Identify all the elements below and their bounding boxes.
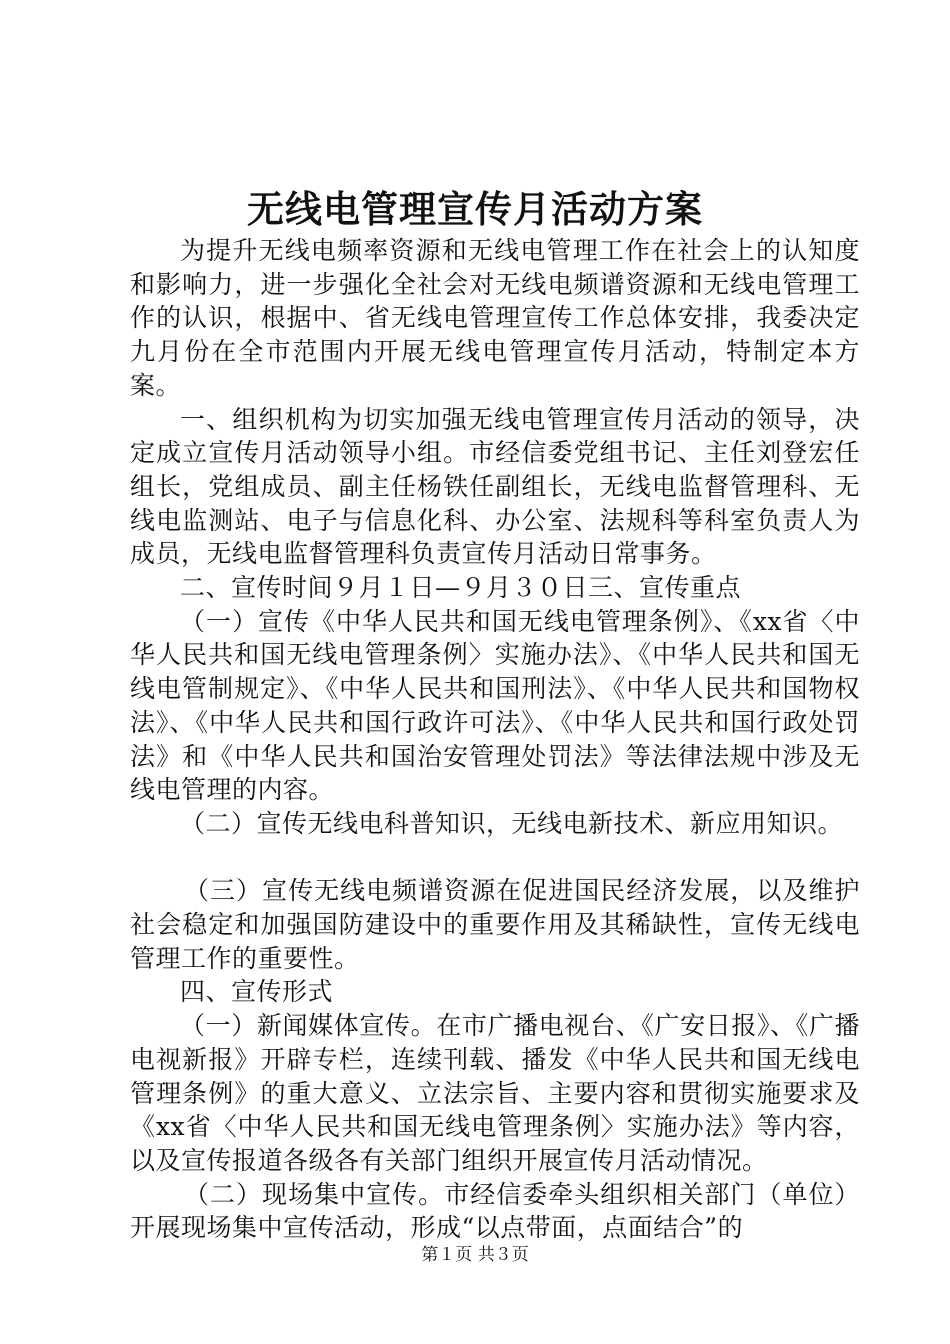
paragraph-focus-2: （二）宣传无线电科普知识，无线电新技术、新应用知识。 — [180, 808, 844, 838]
paragraph-intro: 为提升无线电频率资源和无线电管理工作在社会上的认知度和影响力，进一步强化全社会对无线电频谱资源和无线电管理工作的认识，根据中、省无线电管理宣传工作总体安排，我委决定九月份在全市范围内开展无线电管理宣传月活动，特制定本方案。 — [130, 236, 860, 400]
page-footer: 第１页 共３页 — [421, 1245, 529, 1265]
paragraph-focus-3: （三）宣传无线电频谱资源在促进国民经济发展，以及维护社会稳定和加强国防建设中的重要作用及其稀缺性，宣传无线电管理工作的重要性。 — [130, 876, 860, 973]
paragraph-forms-2: （二）现场集中宣传。市经信委牵头组织相关部门（单位）开展现场集中宣传活动，形成“以点带面，点面结合”的 — [130, 1179, 860, 1243]
paragraph-focus-1: （一）宣传《中华人民共和国无线电管理条例》、《xx省〈中华人民共和国无线电管理条例〉实施办法》、《中华人民共和国无线电管制规定》、《中华人民共和国刑法》、《中华人民共和国物权法》、《中华人民共和国行政许可法》、《中华人民共和国行政处罚法》和《中华人民共和国治安管理处罚法》等法律法规中涉及无线电管理的内容。 — [130, 606, 860, 805]
paragraph-organization: 一、组织机构为切实加强无线电管理宣传月活动的领导，决定成立宣传月活动领导小组。市经信委党组书记、主任刘登宏任组长，党组成员、副主任杨铁任副组长，无线电监督管理科、无线电监测站、电子与信息化科、办公室、法规科等科室负责人为成员，无线电监督管理科负责宣传月活动日常事务。 — [130, 404, 860, 569]
paragraph-forms-1: （一）新闻媒体宣传。在市广播电视台、《广安日报》、《广播电视新报》开辟专栏，连续刊载、播发《中华人民共和国无线电管理条例》的重大意义、立法宗旨、主要内容和贯彻实施要求及《xx省〈中华人民共和国无线电管理条例〉实施办法》等内容，以及宣传报道各级各有关部门组织开展宣传月活动情况。 — [130, 1011, 860, 1175]
document-body — [130, 234, 860, 1245]
paragraph-schedule: 二、宣传时间９月１日—９月３０日三、宣传重点 — [180, 573, 742, 603]
document-title: 无线电管理宣传月活动方案 — [247, 187, 703, 231]
paragraph-forms-heading: 四、宣传形式 — [180, 977, 334, 1007]
